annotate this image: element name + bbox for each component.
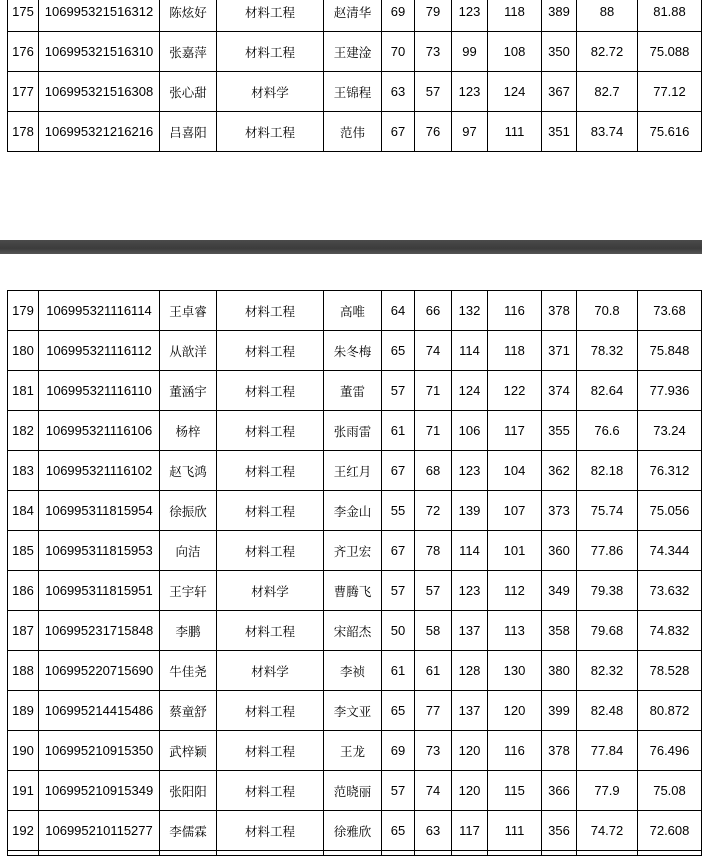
score-specialty-cell: 118 (488, 331, 542, 371)
row-number-cell: 182 (8, 411, 39, 451)
score-english-cell: 66 (415, 291, 452, 331)
score-math-cell: 123 (452, 0, 488, 32)
advisor-cell: 李金山 (324, 491, 382, 531)
score-english-cell: 68 (415, 451, 452, 491)
empty-cell (542, 851, 577, 856)
advisor-cell: 王龙 (324, 731, 382, 771)
score-politics-cell: 67 (382, 531, 415, 571)
table-row (8, 651, 702, 691)
score-politics-cell: 57 (382, 371, 415, 411)
advisor-cell: 李祯 (324, 651, 382, 691)
total-score-cell: 351 (542, 112, 577, 152)
student-name-cell: 陈炫好 (160, 0, 217, 32)
exam-id-cell: 106995311815954 (39, 491, 160, 531)
score-english-cell: 77 (415, 691, 452, 731)
retest-score-cell: 77.84 (577, 731, 638, 771)
exam-id-cell: 106995214415486 (39, 691, 160, 731)
score-math-cell: 120 (452, 731, 488, 771)
exam-id-cell: 106995311815953 (39, 531, 160, 571)
score-politics-cell: 65 (382, 331, 415, 371)
row-number-cell: 184 (8, 491, 39, 531)
table-row (8, 371, 702, 411)
retest-score-cell: 70.8 (577, 291, 638, 331)
score-politics-cell: 57 (382, 571, 415, 611)
row-number-cell: 188 (8, 651, 39, 691)
score-table-top (7, 0, 702, 152)
major-cell: 材料工程 (217, 411, 324, 451)
retest-score-cell: 88 (577, 0, 638, 32)
student-name-cell: 张阳阳 (160, 771, 217, 811)
document-page-2 (0, 254, 702, 859)
table-row (8, 291, 702, 331)
student-name-cell: 向洁 (160, 531, 217, 571)
final-score-cell: 80.872 (638, 691, 702, 731)
total-score-cell: 367 (542, 72, 577, 112)
score-english-cell: 74 (415, 331, 452, 371)
score-english-cell: 57 (415, 72, 452, 112)
table-row (8, 0, 702, 32)
exam-id-cell: 106995210115277 (39, 811, 160, 851)
score-specialty-cell: 124 (488, 72, 542, 112)
retest-score-cell: 82.32 (577, 651, 638, 691)
exam-id-cell: 106995220715690 (39, 651, 160, 691)
empty-cell (415, 851, 452, 856)
score-specialty-cell: 116 (488, 731, 542, 771)
student-name-cell: 张心甜 (160, 72, 217, 112)
row-number-cell: 175 (8, 0, 39, 32)
row-number-cell: 178 (8, 112, 39, 152)
final-score-cell: 77.12 (638, 72, 702, 112)
exam-id-cell: 106995321116102 (39, 451, 160, 491)
total-score-cell: 399 (542, 691, 577, 731)
total-score-cell: 378 (542, 291, 577, 331)
student-name-cell: 董涵宇 (160, 371, 217, 411)
table-row-partial (8, 851, 702, 856)
retest-score-cell: 82.18 (577, 451, 638, 491)
empty-cell (160, 851, 217, 856)
advisor-cell: 朱冬梅 (324, 331, 382, 371)
exam-id-cell: 106995321516308 (39, 72, 160, 112)
empty-cell (382, 851, 415, 856)
advisor-cell: 曹腾飞 (324, 571, 382, 611)
score-math-cell: 137 (452, 611, 488, 651)
score-math-cell: 128 (452, 651, 488, 691)
row-number-cell: 190 (8, 731, 39, 771)
major-cell: 材料工程 (217, 611, 324, 651)
score-english-cell: 58 (415, 611, 452, 651)
score-politics-cell: 65 (382, 691, 415, 731)
score-english-cell: 73 (415, 32, 452, 72)
score-politics-cell: 55 (382, 491, 415, 531)
student-name-cell: 李鹏 (160, 611, 217, 651)
empty-cell (324, 851, 382, 856)
row-number-cell: 180 (8, 331, 39, 371)
total-score-cell: 389 (542, 0, 577, 32)
final-score-cell: 77.936 (638, 371, 702, 411)
total-score-cell: 350 (542, 32, 577, 72)
major-cell: 材料工程 (217, 771, 324, 811)
row-number-cell: 186 (8, 571, 39, 611)
score-specialty-cell: 104 (488, 451, 542, 491)
retest-score-cell: 82.48 (577, 691, 638, 731)
major-cell: 材料工程 (217, 691, 324, 731)
empty-cell (638, 851, 702, 856)
final-score-cell: 73.632 (638, 571, 702, 611)
major-cell: 材料工程 (217, 531, 324, 571)
exam-id-cell: 106995321516310 (39, 32, 160, 72)
table-row (8, 811, 702, 851)
advisor-cell: 徐雅欣 (324, 811, 382, 851)
score-politics-cell: 70 (382, 32, 415, 72)
retest-score-cell: 82.64 (577, 371, 638, 411)
retest-score-cell: 82.7 (577, 72, 638, 112)
score-specialty-cell: 120 (488, 691, 542, 731)
major-cell: 材料工程 (217, 291, 324, 331)
student-name-cell: 武梓颖 (160, 731, 217, 771)
table-row (8, 691, 702, 731)
student-name-cell: 杨梓 (160, 411, 217, 451)
score-math-cell: 124 (452, 371, 488, 411)
score-specialty-cell: 117 (488, 411, 542, 451)
score-math-cell: 120 (452, 771, 488, 811)
score-specialty-cell: 116 (488, 291, 542, 331)
total-score-cell: 349 (542, 571, 577, 611)
score-specialty-cell: 118 (488, 0, 542, 32)
score-specialty-cell: 107 (488, 491, 542, 531)
table-row (8, 731, 702, 771)
major-cell: 材料工程 (217, 0, 324, 32)
total-score-cell: 378 (542, 731, 577, 771)
row-number-cell: 185 (8, 531, 39, 571)
score-english-cell: 61 (415, 651, 452, 691)
row-number-cell: 181 (8, 371, 39, 411)
score-math-cell: 123 (452, 72, 488, 112)
score-specialty-cell: 112 (488, 571, 542, 611)
row-number-cell: 176 (8, 32, 39, 72)
table-row (8, 411, 702, 451)
score-specialty-cell: 111 (488, 811, 542, 851)
total-score-cell: 360 (542, 531, 577, 571)
retest-score-cell: 74.72 (577, 811, 638, 851)
score-english-cell: 79 (415, 0, 452, 32)
final-score-cell: 78.528 (638, 651, 702, 691)
major-cell: 材料工程 (217, 331, 324, 371)
major-cell: 材料学 (217, 651, 324, 691)
score-math-cell: 114 (452, 331, 488, 371)
score-politics-cell: 57 (382, 771, 415, 811)
score-specialty-cell: 108 (488, 32, 542, 72)
final-score-cell: 73.24 (638, 411, 702, 451)
table-row (8, 72, 702, 112)
final-score-cell: 81.88 (638, 0, 702, 32)
table-row (8, 32, 702, 72)
score-math-cell: 99 (452, 32, 488, 72)
exam-id-cell: 106995321116106 (39, 411, 160, 451)
score-politics-cell: 67 (382, 451, 415, 491)
empty-cell (452, 851, 488, 856)
score-math-cell: 97 (452, 112, 488, 152)
score-politics-cell: 61 (382, 651, 415, 691)
total-score-cell: 362 (542, 451, 577, 491)
table-row (8, 451, 702, 491)
student-name-cell: 徐振欣 (160, 491, 217, 531)
advisor-cell: 范伟 (324, 112, 382, 152)
score-specialty-cell: 115 (488, 771, 542, 811)
total-score-cell: 373 (542, 491, 577, 531)
final-score-cell: 75.056 (638, 491, 702, 531)
row-number-cell: 187 (8, 611, 39, 651)
student-name-cell: 张嘉萍 (160, 32, 217, 72)
retest-score-cell: 79.38 (577, 571, 638, 611)
score-math-cell: 123 (452, 571, 488, 611)
advisor-cell: 赵清华 (324, 0, 382, 32)
retest-score-cell: 76.6 (577, 411, 638, 451)
retest-score-cell: 77.86 (577, 531, 638, 571)
final-score-cell: 73.68 (638, 291, 702, 331)
major-cell: 材料工程 (217, 32, 324, 72)
final-score-cell: 76.496 (638, 731, 702, 771)
table-row (8, 771, 702, 811)
table-row (8, 611, 702, 651)
advisor-cell: 宋韶杰 (324, 611, 382, 651)
student-name-cell: 王宇轩 (160, 571, 217, 611)
retest-score-cell: 79.68 (577, 611, 638, 651)
page-separator (0, 240, 702, 254)
table-row (8, 112, 702, 152)
advisor-cell: 李文亚 (324, 691, 382, 731)
retest-score-cell: 78.32 (577, 331, 638, 371)
score-politics-cell: 63 (382, 72, 415, 112)
final-score-cell: 76.312 (638, 451, 702, 491)
final-score-cell: 75.088 (638, 32, 702, 72)
advisor-cell: 王红月 (324, 451, 382, 491)
advisor-cell: 高唯 (324, 291, 382, 331)
major-cell: 材料学 (217, 72, 324, 112)
major-cell: 材料工程 (217, 811, 324, 851)
final-score-cell: 74.344 (638, 531, 702, 571)
score-specialty-cell: 122 (488, 371, 542, 411)
exam-id-cell: 106995311815951 (39, 571, 160, 611)
score-math-cell: 117 (452, 811, 488, 851)
retest-score-cell: 77.9 (577, 771, 638, 811)
empty-cell (39, 851, 160, 856)
score-english-cell: 76 (415, 112, 452, 152)
score-politics-cell: 69 (382, 0, 415, 32)
score-politics-cell: 50 (382, 611, 415, 651)
major-cell: 材料学 (217, 571, 324, 611)
major-cell: 材料工程 (217, 371, 324, 411)
advisor-cell: 范晓丽 (324, 771, 382, 811)
score-english-cell: 71 (415, 371, 452, 411)
row-number-cell: 179 (8, 291, 39, 331)
row-number-cell: 191 (8, 771, 39, 811)
final-score-cell: 74.832 (638, 611, 702, 651)
student-name-cell: 赵飞鸿 (160, 451, 217, 491)
total-score-cell: 355 (542, 411, 577, 451)
score-politics-cell: 65 (382, 811, 415, 851)
score-specialty-cell: 130 (488, 651, 542, 691)
total-score-cell: 371 (542, 331, 577, 371)
major-cell: 材料工程 (217, 112, 324, 152)
final-score-cell: 75.08 (638, 771, 702, 811)
exam-id-cell: 106995321116110 (39, 371, 160, 411)
total-score-cell: 366 (542, 771, 577, 811)
score-table-bottom (7, 290, 702, 856)
total-score-cell: 356 (542, 811, 577, 851)
table-row (8, 491, 702, 531)
student-name-cell: 李儒霖 (160, 811, 217, 851)
empty-cell (8, 851, 39, 856)
exam-id-cell: 106995210915349 (39, 771, 160, 811)
student-name-cell: 从歆洋 (160, 331, 217, 371)
student-name-cell: 王卓睿 (160, 291, 217, 331)
final-score-cell: 72.608 (638, 811, 702, 851)
score-math-cell: 137 (452, 691, 488, 731)
exam-id-cell: 106995321216216 (39, 112, 160, 152)
table-row (8, 571, 702, 611)
score-math-cell: 106 (452, 411, 488, 451)
student-name-cell: 蔡童舒 (160, 691, 217, 731)
score-math-cell: 132 (452, 291, 488, 331)
total-score-cell: 358 (542, 611, 577, 651)
major-cell: 材料工程 (217, 451, 324, 491)
score-politics-cell: 67 (382, 112, 415, 152)
total-score-cell: 380 (542, 651, 577, 691)
empty-cell (217, 851, 324, 856)
table-row (8, 331, 702, 371)
score-math-cell: 114 (452, 531, 488, 571)
row-number-cell: 192 (8, 811, 39, 851)
exam-id-cell: 106995321516312 (39, 0, 160, 32)
empty-cell (488, 851, 542, 856)
score-math-cell: 123 (452, 451, 488, 491)
score-math-cell: 139 (452, 491, 488, 531)
empty-cell (577, 851, 638, 856)
retest-score-cell: 83.74 (577, 112, 638, 152)
score-specialty-cell: 101 (488, 531, 542, 571)
score-politics-cell: 69 (382, 731, 415, 771)
score-politics-cell: 61 (382, 411, 415, 451)
retest-score-cell: 82.72 (577, 32, 638, 72)
exam-id-cell: 106995321116112 (39, 331, 160, 371)
row-number-cell: 177 (8, 72, 39, 112)
advisor-cell: 齐卫宏 (324, 531, 382, 571)
score-english-cell: 71 (415, 411, 452, 451)
score-english-cell: 57 (415, 571, 452, 611)
score-english-cell: 78 (415, 531, 452, 571)
final-score-cell: 75.848 (638, 331, 702, 371)
table-row (8, 531, 702, 571)
advisor-cell: 王锦程 (324, 72, 382, 112)
score-specialty-cell: 111 (488, 112, 542, 152)
score-specialty-cell: 113 (488, 611, 542, 651)
retest-score-cell: 75.74 (577, 491, 638, 531)
score-politics-cell: 64 (382, 291, 415, 331)
student-name-cell: 吕喜阳 (160, 112, 217, 152)
student-name-cell: 牛佳尧 (160, 651, 217, 691)
row-number-cell: 183 (8, 451, 39, 491)
exam-id-cell: 106995210915350 (39, 731, 160, 771)
exam-id-cell: 106995231715848 (39, 611, 160, 651)
advisor-cell: 王建淦 (324, 32, 382, 72)
major-cell: 材料工程 (217, 731, 324, 771)
total-score-cell: 374 (542, 371, 577, 411)
score-english-cell: 73 (415, 731, 452, 771)
exam-id-cell: 106995321116114 (39, 291, 160, 331)
final-score-cell: 75.616 (638, 112, 702, 152)
score-english-cell: 74 (415, 771, 452, 811)
document-page-1 (0, 0, 702, 240)
advisor-cell: 张雨雷 (324, 411, 382, 451)
row-number-cell: 189 (8, 691, 39, 731)
score-english-cell: 63 (415, 811, 452, 851)
major-cell: 材料工程 (217, 491, 324, 531)
advisor-cell: 董雷 (324, 371, 382, 411)
score-english-cell: 72 (415, 491, 452, 531)
